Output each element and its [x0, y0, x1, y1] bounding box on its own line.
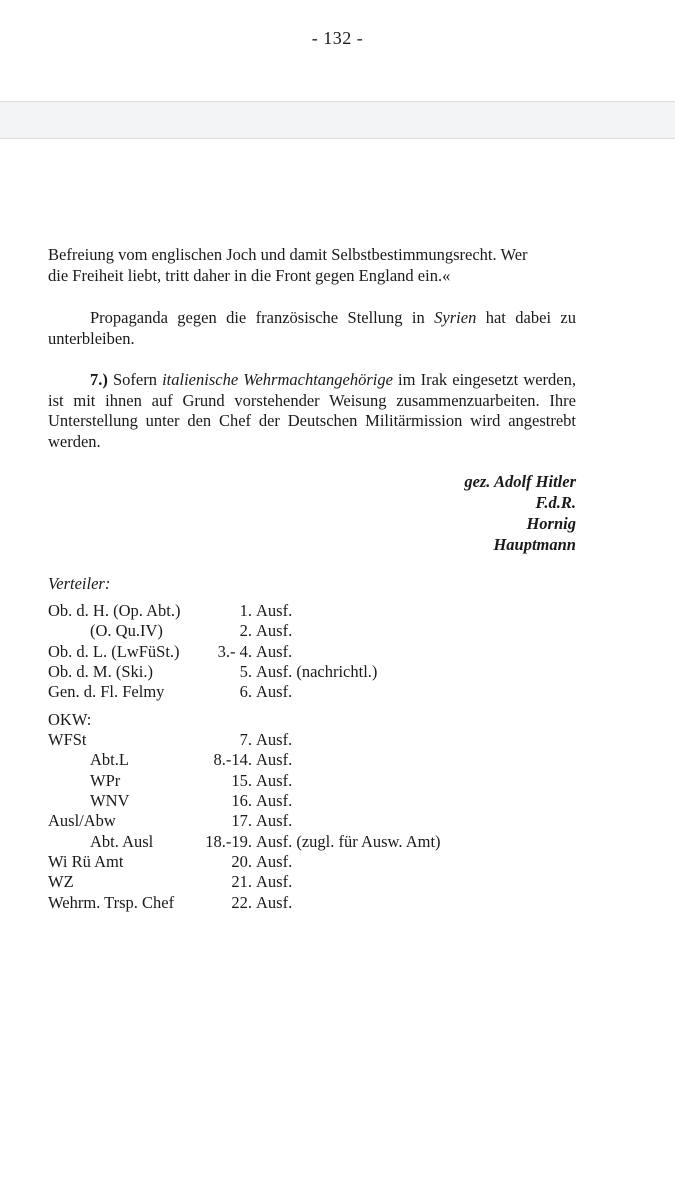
okw-copy: Ausf. (zugl. für Ausw. Amt)	[256, 832, 441, 851]
distribution-number: 3.- 4.	[217, 642, 252, 661]
para3-post: im Irak eingesetzt werden, ist mit ihnen auf Grund vorstehender Weisung zusammenzuarbeiten. Ihre Unterstellung unter den Chef der Deutschen Militärmission wird angestrebt werden.	[48, 370, 576, 451]
para1-line2: die Freiheit liebt, tritt daher in die Front gegen England ein.«	[48, 265, 451, 285]
okw-number: 21.	[231, 872, 252, 891]
verteiler-heading: Verteiler:	[48, 574, 111, 593]
para3-em: italienische Wehrmachtangehörige	[162, 370, 393, 389]
okw-recipient: Wehrm. Trsp. Chef	[48, 893, 175, 912]
signature-line: Hornig	[526, 514, 576, 533]
okw-copy: Ausf.	[256, 791, 293, 810]
okw-number: 22.	[231, 893, 252, 912]
page-separator	[0, 101, 675, 139]
okw-recipient: Wi Rü Amt	[48, 852, 124, 871]
okw-recipient: WNV	[90, 791, 130, 810]
distribution-number: 2.	[239, 621, 252, 640]
okw-number: 18.-19.	[205, 832, 252, 851]
okw-recipient: WFSt	[48, 730, 87, 749]
okw-number: 17.	[231, 811, 252, 830]
okw-recipient: Abt. Ausl	[90, 832, 154, 851]
okw-number: 16.	[231, 791, 252, 810]
page-number: - 132 -	[311, 28, 364, 48]
distribution-recipient: (O. Qu.IV)	[90, 621, 163, 640]
okw-number: 15.	[231, 771, 252, 790]
distribution-copy: Ausf.	[256, 621, 293, 640]
paragraph-proclamation-end	[48, 245, 576, 286]
distribution-copy: Ausf. (nachrichtl.)	[256, 662, 378, 681]
okw-recipient: Abt.L	[90, 750, 129, 769]
okw-copy: Ausf.	[256, 872, 293, 891]
para2-em: Syrien	[434, 308, 477, 327]
distribution-copy: Ausf.	[256, 642, 293, 661]
para3-pre: Sofern	[107, 370, 163, 389]
para1-line1: Befreiung vom englischen Joch und damit Selbstbestimmungsrecht. Wer	[48, 245, 528, 264]
okw-copy: Ausf.	[256, 893, 293, 912]
para2-post: hat dabei zu unterbleiben.	[48, 308, 576, 348]
okw-copy: Ausf.	[256, 750, 293, 769]
paragraph-section-7	[48, 370, 576, 452]
distribution-recipient: Ob. d. M. (Ski.)	[48, 662, 153, 681]
okw-copy: Ausf.	[256, 730, 293, 749]
okw-recipient: WPr	[90, 771, 121, 790]
distribution-number: 5.	[239, 662, 252, 681]
distribution-recipient: Ob. d. H. (Op. Abt.)	[48, 601, 181, 620]
okw-number: 8.-14.	[213, 750, 252, 769]
distribution-copy: Ausf.	[256, 682, 293, 701]
distribution-number: 6.	[239, 682, 252, 701]
okw-number: 20.	[231, 852, 252, 871]
okw-heading: OKW:	[48, 710, 92, 729]
signature-line: Hauptmann	[493, 535, 576, 554]
okw-copy: Ausf.	[256, 811, 293, 830]
signature-line: F.d.R.	[535, 493, 576, 512]
okw-copy: Ausf.	[256, 852, 293, 871]
section-number: 7.)	[90, 370, 108, 389]
distribution-recipient: Ob. d. L. (LwFüSt.)	[48, 642, 180, 661]
paragraph-syria-propaganda	[48, 308, 576, 349]
distribution-copy: Ausf.	[256, 601, 293, 620]
okw-recipient: WZ	[48, 872, 74, 891]
okw-recipient: Ausl/Abw	[48, 811, 116, 830]
para2-pre: Propaganda gegen die französische Stellung in	[90, 308, 435, 327]
distribution-number: 1.	[239, 601, 252, 620]
okw-number: 7.	[239, 730, 252, 749]
distribution-recipient: Gen. d. Fl. Felmy	[48, 682, 165, 701]
signature-line: gez. Adolf Hitler	[464, 472, 576, 491]
okw-copy: Ausf.	[256, 771, 293, 790]
